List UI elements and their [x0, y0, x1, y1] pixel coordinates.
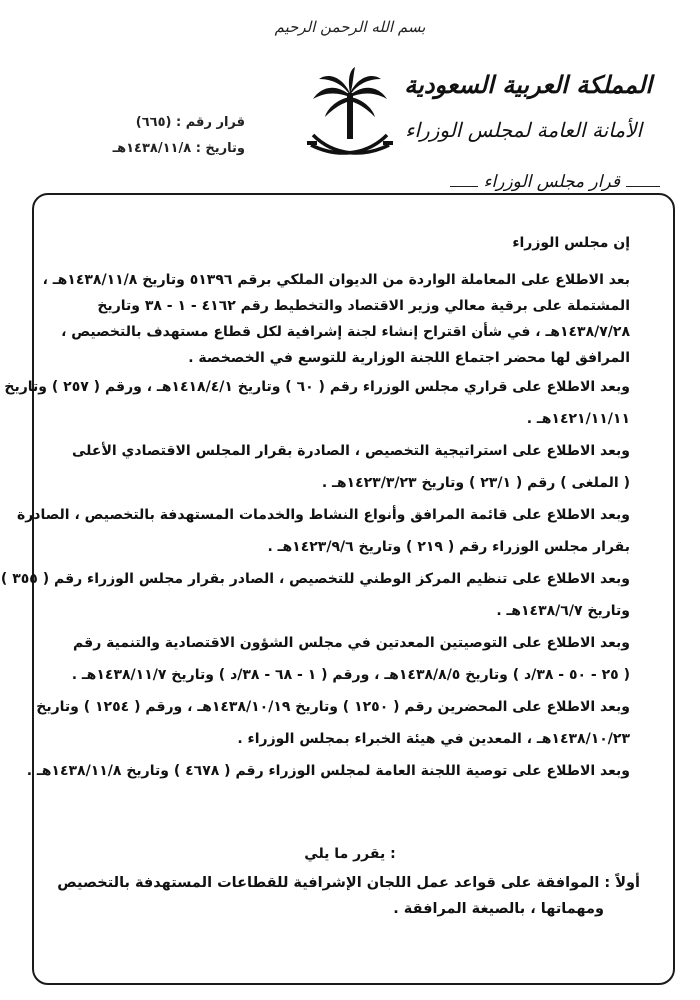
paragraph-4: [16, 499, 630, 563]
resolution-line: أولاً : الموافقة على قواعد عمل اللجان الإشرافية للقطاعات المستهدفة بالتخصيص: [57, 875, 640, 891]
paragraph-line: وبعد الاطلاع على تنظيم المركز الوطني للتخصيص ، الصادر بقرار مجلس الوزراء رقم ( ٣٥٥ ): [0, 571, 630, 587]
paragraph-3: [38, 435, 630, 499]
paragraph-line: ١٤٢١/١١/١١هـ .: [526, 411, 630, 427]
paragraph-1: [38, 267, 630, 371]
paragraph-line: وبعد الاطلاع على قائمة المرافق وأنواع النشاط والخدمات المستهدفة بالتخصيص ، الصادرة: [16, 507, 630, 523]
paragraph-line: وبعد الاطلاع على استراتيجية التخصيص ، الصادرة بقرار المجلس الاقتصادي الأعلى: [72, 443, 630, 459]
paragraph-line: وبعد الاطلاع على توصية اللجنة العامة لمجلس الوزراء رقم ( ٤٦٧٨ ) وتاريخ ١٤٣٨/١١/٨هـ .: [26, 763, 630, 779]
paragraph-line: وبعد الاطلاع على المحضرين رقم ( ١٢٥٠ ) وتاريخ ١٤٣٨/١٠/١٩هـ ، ورقم ( ١٢٥٤ ) وتاريخ: [36, 699, 630, 715]
paragraph-line: المشتملة على برقية معالي وزير الاقتصاد والتخطيط رقم ٤١٦٢ - ١ - ٣٨ وتاريخ: [97, 298, 630, 314]
decision-body: [0, 233, 630, 787]
paragraph-line: وتاريخ ١٤٣٨/٦/٧هـ .: [496, 603, 630, 619]
paragraph-7: [38, 691, 630, 755]
paragraph-line: ١٤٣٨/٧/٢٨هـ ، في شأن اقتراح إنشاء لجنة إشرافية لكل قطاع مستهدف بالتخصيص ،: [61, 324, 630, 340]
resolves-heading: يقرر ما يلي :: [304, 846, 396, 862]
decision-meta: [95, 110, 245, 162]
opening-line: إن مجلس الوزراء: [512, 235, 630, 251]
paragraph-line: ( ٢٥ - ٥٠ - ٣٨/د ) وتاريخ ١٤٣٨/٨/٥هـ ، ورقم ( ١ - ٦٨ - ٣٨/د ) وتاريخ ١٤٣٨/١١/٧هـ .: [71, 667, 630, 683]
resolution-item-first: [48, 875, 640, 917]
paragraph-line: وبعد الاطلاع على قراري مجلس الوزراء رقم ( ٦٠ ) وتاريخ ١٤١٨/٤/١هـ ، ورقم ( ٢٥٧ ) وتاريخ: [4, 379, 630, 395]
paragraph-line: المرافق لها محضر اجتماع اللجنة الوزارية للتوسع في الخصخصة .: [188, 350, 630, 366]
general-secretariat-title: الأمانة العامة لمجلس الوزراء: [405, 118, 642, 142]
decision-number: قرار رقم : (٦٦٥): [135, 115, 245, 130]
paragraph-line: وبعد الاطلاع على التوصيتين المعدتين في مجلس الشؤون الاقتصادية والتنمية رقم: [73, 635, 630, 651]
council-decision-label: قرار مجلس الوزراء: [478, 172, 626, 192]
paragraph-line: بعد الاطلاع على المعاملة الواردة من الديوان الملكي برقم ٥١٣٩٦ وتاريخ ١٤٣٨/١١/٨هـ ،: [42, 272, 630, 288]
basmala: بسم الله الرحمن الرحيم: [274, 18, 426, 36]
kingdom-title: المملكة العربية السعودية: [404, 70, 652, 99]
decision-date: وتاريخ : ١٤٣٨/١١/٨هـ: [112, 141, 245, 156]
paragraph-line: ١٤٣٨/١٠/٢٣هـ ، المعدين في هيئة الخبراء بمجلس الوزراء .: [237, 731, 630, 747]
paragraph-6: [38, 627, 630, 691]
paragraph-8: [26, 755, 630, 787]
paragraph-line: ( الملغى ) رقم ( ٢٣/١ ) وتاريخ ١٤٢٣/٣/٢٣هـ .: [321, 475, 630, 491]
paragraph-5: [0, 563, 630, 627]
saudi-emblem-icon: [305, 65, 395, 165]
paragraph-line: بقرار مجلس الوزراء رقم ( ٢١٩ ) وتاريخ ١٤٢٣/٩/٦هـ .: [267, 539, 630, 555]
paragraph-2: [4, 371, 630, 435]
resolution-line: ومهماتها ، بالصيغة المرافقة .: [393, 901, 604, 917]
